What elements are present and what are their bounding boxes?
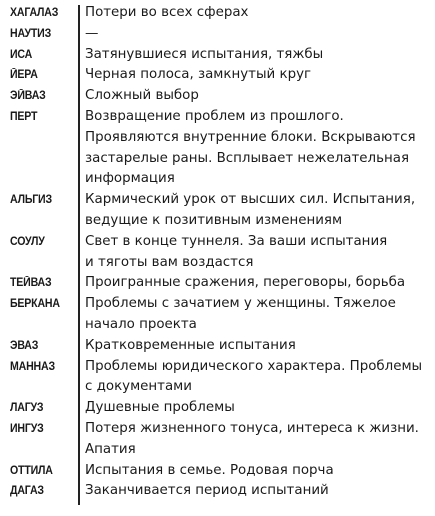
rune-name: ЭВАЗ (10, 339, 39, 352)
rune-name: НАУТИЗ (10, 27, 52, 40)
column-divider (78, 5, 80, 505)
rune-name: ТЕЙВАЗ (10, 277, 52, 290)
rune-meaning: Проигранные сражения, переговоры, борьба (85, 275, 406, 291)
rune-name: БЕРКАНА (10, 298, 60, 311)
rune-meaning: — (85, 25, 99, 41)
rune-meaning: Заканчивается период испытаний (85, 483, 329, 499)
rune-meaning: Испытания в семье. Родовая порча (85, 462, 334, 478)
rune-name: ДАГАЗ (10, 485, 44, 498)
rune-name: СОУЛУ (10, 235, 45, 248)
rune-meaning: Потеря жизненного тонуса, интереса к жизни. Апатия (85, 421, 419, 457)
rune-meaning: Проблемы юридического характера. Проблемы с документами (85, 358, 423, 395)
rune-meaning: Затянувшиеся испытания, тяжбы (85, 46, 324, 62)
rune-meaning: Черная полоса, замкнутый круг (85, 67, 312, 83)
rune-meaning: Душевные проблемы (85, 400, 235, 416)
rune-name: ЙЕРА (10, 69, 38, 82)
rune-name: МАННАЗ (10, 360, 55, 373)
rune-meaning: Потери во всех сферах (85, 5, 249, 20)
rune-name: ОТТИЛА (10, 464, 53, 477)
rune-meaning: Проблемы с зачатием у женщины. Тяжелое начало проекта (85, 296, 396, 332)
rune-name: ЛАГУЗ (10, 402, 44, 415)
rune-meaning: Возвращение проблем из прошлого. Проявляются внутренние блоки. Вскрываются застарелые раны. Всплывает нежелательная информация (85, 109, 416, 187)
rune-name: ПЕРТ (10, 111, 38, 123)
rune-meaning: Кратковременные испытания (85, 337, 296, 353)
rune-meaning: Кармический урок от высших сил. Испытания, ведущие к позитивным изменениям (85, 192, 416, 228)
rune-name: ЭЙВАЗ (10, 90, 46, 103)
rune-meaning: Сложный выбор (85, 88, 199, 104)
rune-meaning: Свет в конце туннеля. За ваши испытания и тяготы вам воздастся (85, 233, 388, 270)
rune-name: АЛЬГИЗ (10, 194, 52, 207)
rune-name: ИНГУЗ (10, 423, 44, 435)
rune-name: ИСА (10, 48, 33, 61)
rune-name: ХАГАЛАЗ (10, 7, 59, 19)
